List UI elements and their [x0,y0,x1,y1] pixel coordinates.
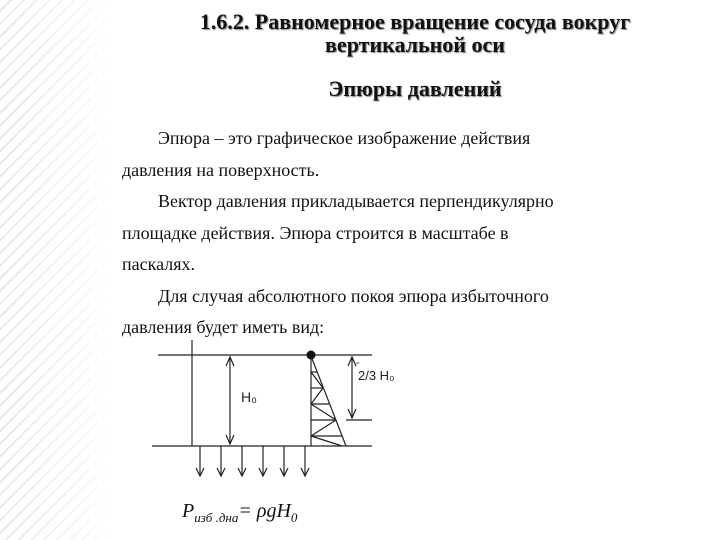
paragraph-2-line-1: Вектор давления прикладывается перпендикулярно [158,191,554,211]
height-label: H₀ [241,389,257,405]
pressure-diagram [0,330,720,500]
fraction-label: 2/3 H₀ [358,368,395,383]
formula-lhs: P [182,500,195,522]
slide-title-line-2: вертикальной оси [325,32,505,57]
body-text [122,123,707,344]
fraction-minus-label: - [356,357,360,369]
formula-rhs-subscript: 0 [290,510,298,525]
slide-title-line-1: 1.6.2. Равномерное вращение сосуда вокруг [199,9,631,34]
formula-equals: = [238,500,252,522]
pressure-point-dot [307,351,316,360]
paragraph-3-line-2: давления будет иметь вид: [122,317,325,337]
epure-cross-hatch [311,388,323,404]
bottom-pressure-arrows [196,446,309,476]
formula-rhs: ρgH [256,500,291,522]
epure-cross-hatch [311,436,342,446]
epure-cross-hatch [311,372,323,388]
bottom-pressure-formula [182,500,297,526]
paragraph-3-line-1: Для случая абсолютного покоя эпюра избыточного [158,285,549,306]
paragraph-1-line-2: давления на поверхность. [122,159,320,180]
paragraph-2-line-2: площадке действия. Эпюра строится в масштабе в [122,222,509,243]
slide-subtitle: Эпюры давлений [328,76,502,101]
paragraph-2-line-3: паскалях. [122,254,195,274]
epure-cross-hatch [311,420,336,436]
formula-lhs-subscript: изб .дна [194,510,239,525]
paragraph-1-line-1: Эпюра – это графическое изображение действия [158,128,531,148]
